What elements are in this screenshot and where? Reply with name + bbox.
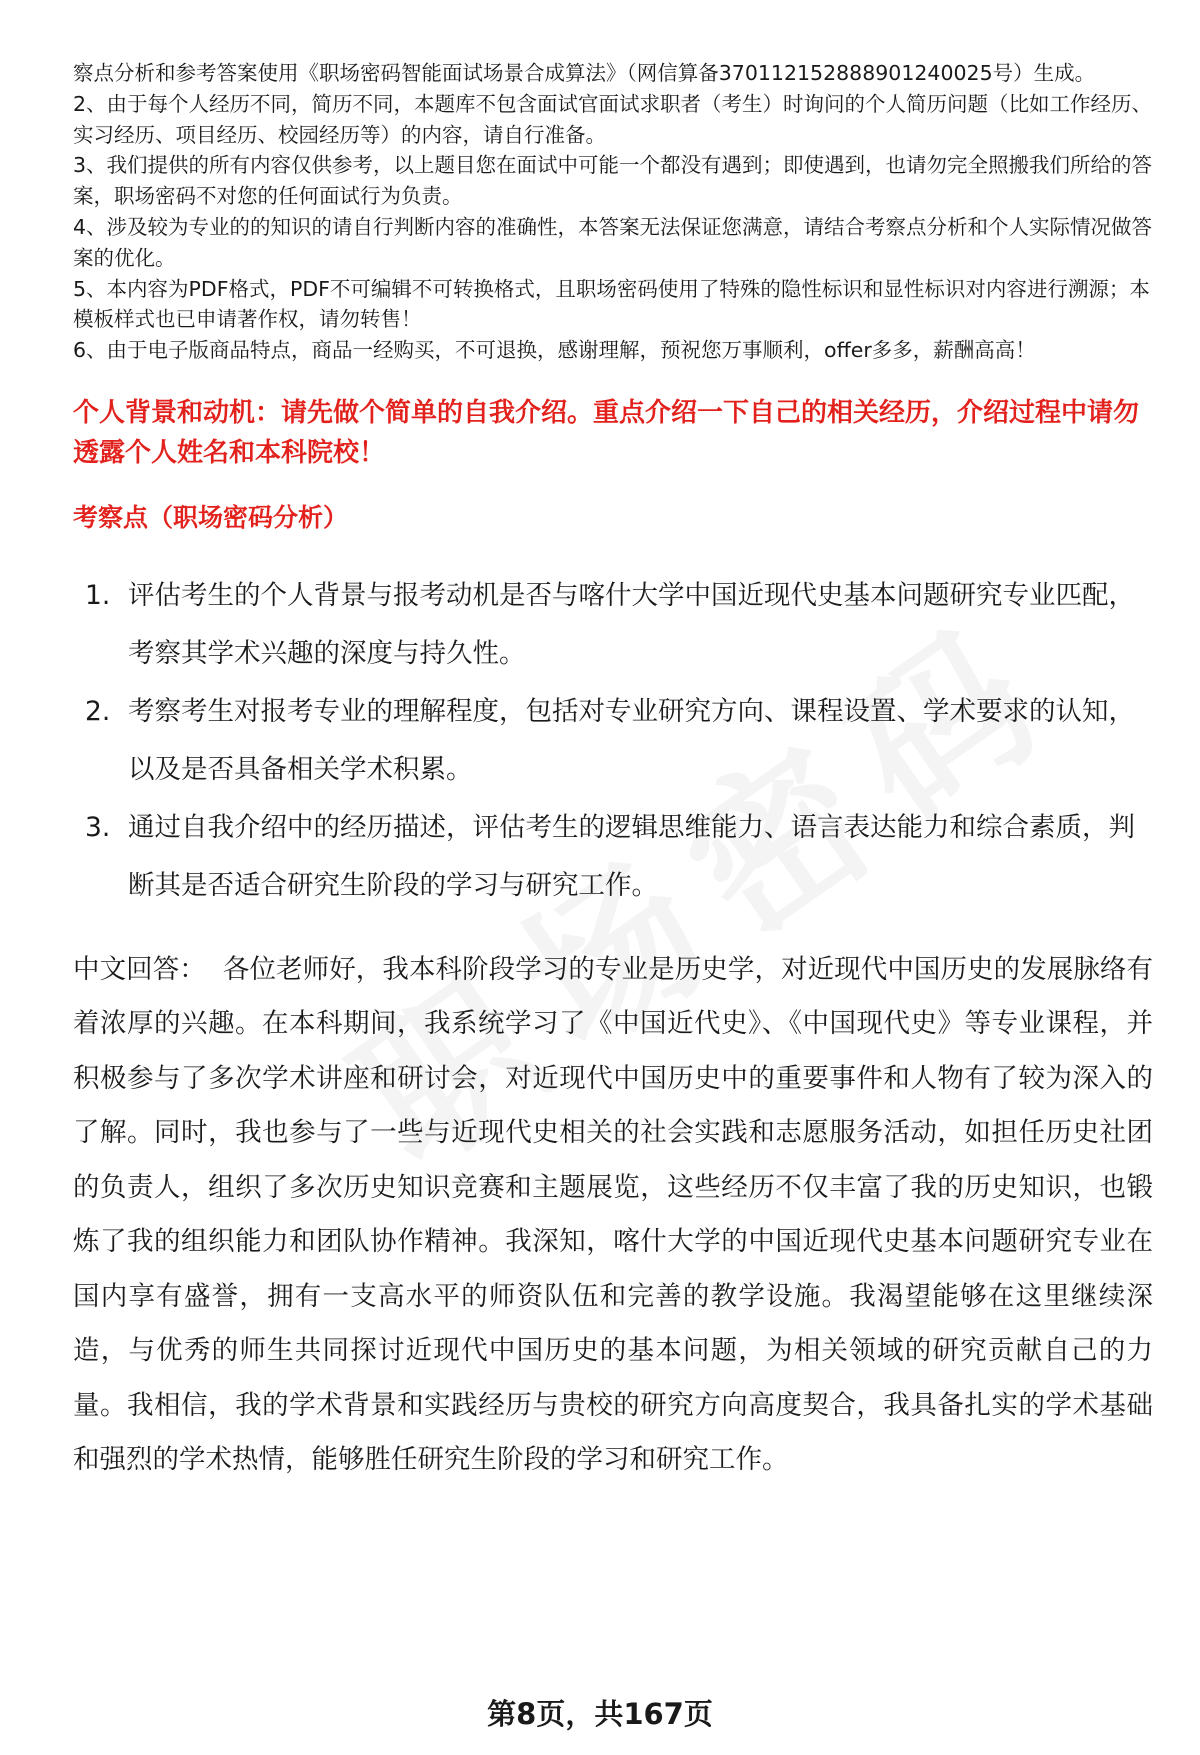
note-item: 4、涉及较为专业的的知识的请自行判断内容的准确性，本答案无法保证您满意，请结合考察点分析和个人实际情况做答案的优化。: [73, 214, 1153, 270]
note-item: 察点分析和参考答案使用《职场密码智能面试场景合成算法》（网信算备370112152888901240025号）生成。: [73, 61, 1096, 85]
list-item-text: 评估考生的个人背景与报考动机是否与喀什大学中国近现代史基本问题研究专业匹配，考察其学术兴趣的深度与持久性。: [128, 579, 1135, 669]
page-number: 第8页，共167页: [487, 1697, 713, 1731]
list-item: [73, 799, 1153, 915]
list-item-text: 通过自我介绍中的经历描述，评估考生的逻辑思维能力、语言表达能力和综合素质，判断其是否适合研究生阶段的学习与研究工作。: [128, 811, 1135, 901]
note-item: 3、我们提供的所有内容仅供参考，以上题目您在面试中可能一个都没有遇到；即使遇到，也请勿完全照搬我们所给的答案，职场密码不对您的任何面试行为负责。: [73, 153, 1153, 209]
analysis-heading: 考察点（职场密码分析）: [73, 502, 349, 532]
answer-text: 各位老师好，我本科阶段学习的专业是历史学，对近现代中国历史的发展脉络有着浓厚的兴趣。在本科期间，我系统学习了《中国近代史》、《中国现代史》等专业课程，并积极参与了多次学术讲座和研讨会，对近现代中国历史中的重要事件和人物有了较为深入的了解。同时，我也参与了一些与近现代史相关的社会实践和志愿服务活动，如担任历史社团的负责人，组织了多次历史知识竞赛和主题展览，这些经历不仅丰富了我的历史知识，也锻炼了我的组织能力和团队协作精神。我深知，喀什大学的中国近现代史基本问题研究专业在国内享有盛誉，拥有一支高水平的师资队伍和完善的教学设施。我渴望能够在这里继续深造，与优秀的师生共同探讨近现代中国历史的基本问题，为相关领域的研究贡献自己的力量。我相信，我的学术背景和实践经历与贵校的研究方向高度契合，我具备扎实的学术基础和强烈的学术热情，能够胜任研究生阶段的学习和研究工作。: [73, 953, 1154, 1476]
answer-label: 中文回答：: [73, 953, 206, 985]
list-item-number: 3.: [85, 811, 111, 843]
list-item-text: 考察考生对报考专业的理解程度，包括对专业研究方向、课程设置、学术要求的认知，以及是否具备相关学术积累。: [128, 695, 1135, 785]
note-item: 5、本内容为PDF格式，PDF不可编辑不可转换格式，且职场密码使用了特殊的隐性标识和显性标识对内容进行溯源；本模板样式也已申请著作权，请勿转售！: [73, 276, 1150, 332]
list-item-number: 2.: [85, 695, 111, 727]
list-item: [73, 567, 1153, 683]
list-item: [73, 683, 1153, 799]
answer-paragraph: [73, 943, 1153, 1488]
note-item: 6、由于电子版商品特点，商品一经购买，不可退换，感谢理解，预祝您万事顺利，offer多多，薪酬高高！: [73, 338, 1036, 363]
analysis-points-list: [73, 567, 1153, 915]
list-item-number: 1.: [85, 579, 111, 611]
note-item: 2、由于每个人经历不同，简历不同，本题库不包含面试官面试求职者（考生）时询问的个人简历问题（比如工作经历、实习经历、项目经历、校园经历等）的内容，请自行准备。: [73, 91, 1153, 147]
document-page: [73, 58, 1153, 1488]
disclaimer-notes: [73, 58, 1153, 366]
interview-question: 个人背景和动机：请先做个简单的自我介绍。重点介绍一下自己的相关经历，介绍过程中请勿透露个人姓名和本科院校！: [73, 397, 1140, 468]
